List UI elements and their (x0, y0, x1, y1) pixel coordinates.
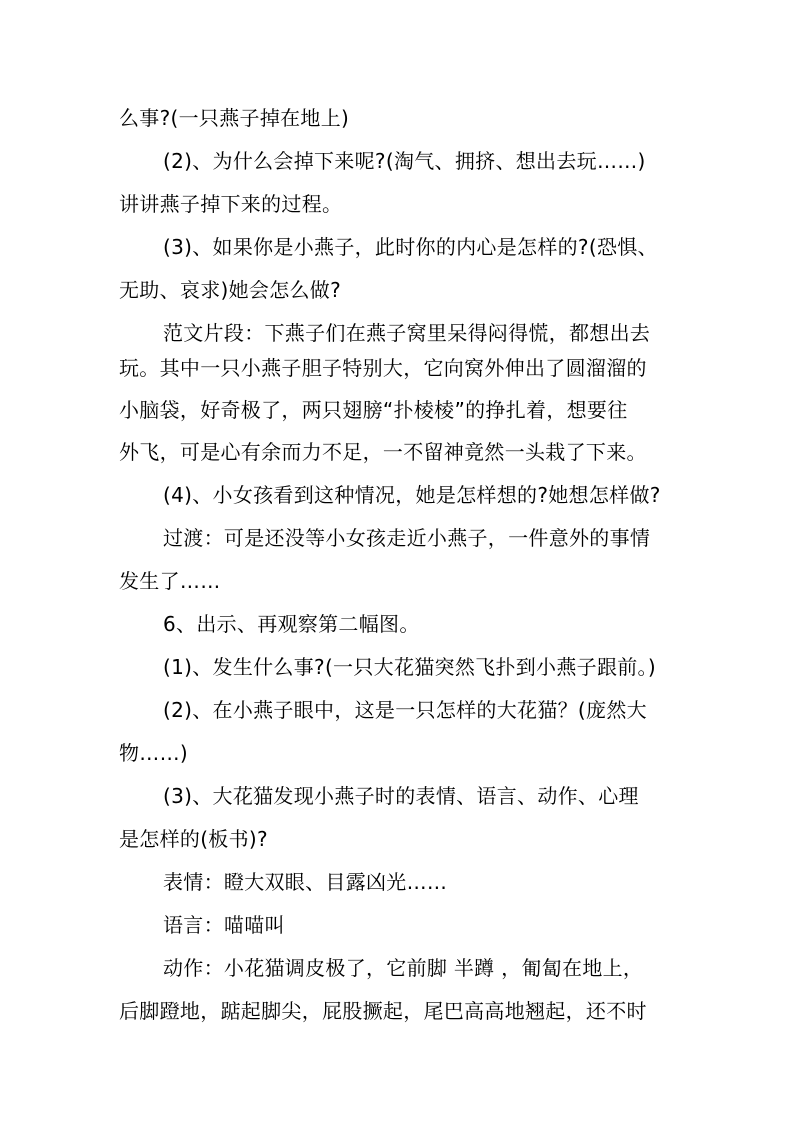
text-line: 表情：瞪大双眼、目露凶光…… (163, 870, 448, 894)
text-line: 范文片段：下燕子们在燕子窝里呆得闷得慌，都想出去 (163, 321, 651, 345)
text-line: 是怎样的(板书)? (119, 827, 268, 851)
text-line: 语言：喵喵叫 (163, 913, 285, 937)
text-line: (2)、在小燕子眼中，这是一只怎样的大花猫？(庞然大 (163, 698, 647, 722)
text-line: (3)、大花猫发现小燕子时的表情、语言、动作、心理 (163, 784, 639, 808)
text-line: 后脚蹬地，踮起脚尖，屁股撅起，尾巴高高地翘起，还不时 (119, 999, 647, 1023)
text-line: (4)、小女孩看到这种情况，她是怎样想的?她想怎样做? (163, 483, 661, 507)
text-line: 小脑袋，好奇极了，两只翅膀“扑棱棱”的挣扎着，想要往 (119, 398, 628, 422)
text-line: 外飞，可是心有余而力不足，一不留神竟然一头栽了下来。 (119, 440, 647, 464)
text-line: 物……) (119, 741, 189, 765)
text-line: 玩。其中一只小燕子胆子特别大，它向窝外伸出了圆溜溜的 (119, 356, 647, 380)
text-line: 发生了…… (119, 569, 221, 593)
text-line: 么事?(一只燕子掉在地上) (119, 106, 350, 130)
text-line: 过渡：可是还没等小女孩走近小燕子，一件意外的事情 (163, 526, 651, 550)
text-line: 无助、哀求)她会怎么做? (119, 278, 342, 302)
text-line: 6、出示、再观察第二幅图。 (163, 612, 420, 636)
text-line: (2)、为什么会掉下来呢?(淘气、拥挤、想出去玩……) (163, 149, 646, 173)
text-line: (1)、发生什么事?(一只大花猫突然飞扑到小燕子跟前。) (163, 655, 656, 679)
text-line: (3)、如果你是小燕子，此时你的内心是怎样的?(恐惧、 (163, 235, 658, 259)
text-line: 动作：小花猫调皮极了，它前脚 半蹲 ，匍匐在地上， (163, 956, 644, 980)
text-line: 讲讲燕子掉下来的过程。 (119, 192, 343, 216)
